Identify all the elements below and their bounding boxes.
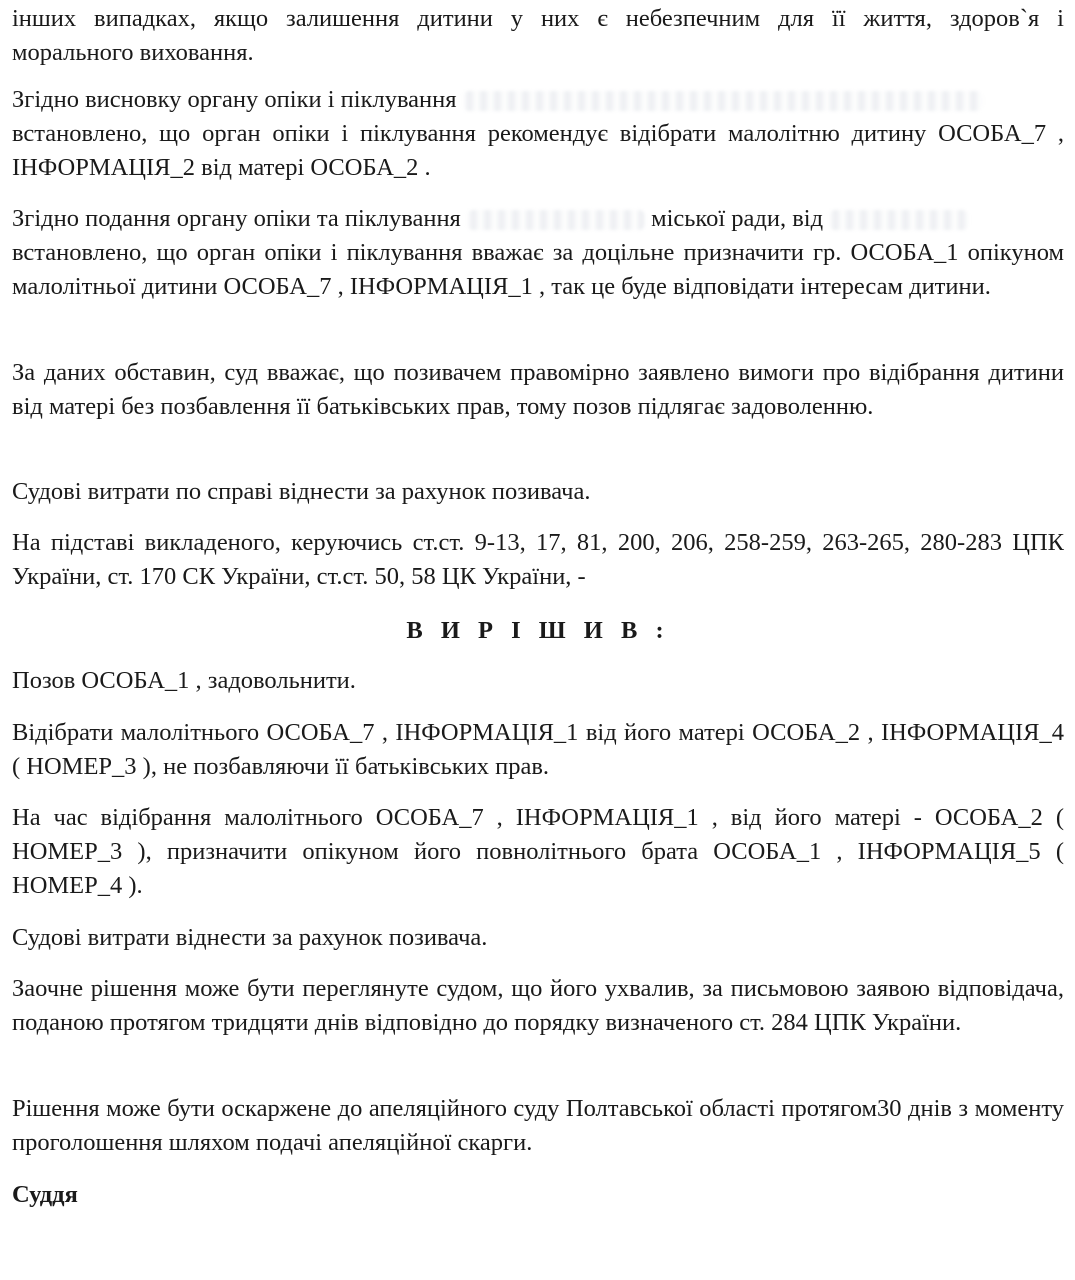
paragraph-continuation-line1: інших випадках, якщо залишення дитини у них є небезпечним для її життя, здоров`я і: [12, 5, 1064, 32]
conclusion-intro: Згідно висновку органу опіки і піклування: [12, 86, 457, 113]
redacted-area: [829, 210, 969, 230]
submission-council: міської ради, від: [651, 205, 824, 232]
paragraph-default-judgment-review: Заочне рішення може бути переглянуте судом, що його ухвалив, за письмовою заявою відповідача, поданою протягом тридцяти днів відповідно до порядку визначеного ст. 284 ЦПК України.: [12, 975, 1064, 1036]
redacted-area: [467, 210, 645, 230]
conclusion-body: встановлено, що орган опіки і піклування рекомендує відібрати малолітню дитину ОСОБА_7 , ІНФОРМАЦІЯ_2 від матері ОСОБА_2 .: [12, 120, 1064, 181]
paragraph-guardian-appointment: На час відібрання малолітнього ОСОБА_7 , ІНФОРМАЦІЯ_1 , від його матері - ОСОБА_2 ( НОМЕР_3 ), призначити опікуном його повнолітнього брата ОСОБА_1 , ІНФОРМАЦІЯ_5 ( НОМЕР_4 ).: [12, 804, 1064, 899]
decision-heading: В И Р І Ш И В :: [406, 617, 670, 644]
judge-signature-label: Суддя: [12, 1181, 78, 1208]
paragraph-guardianship-submission: [12, 202, 1064, 304]
paragraph-claim-granted: Позов ОСОБА_1 , задовольнити.: [12, 667, 356, 694]
paragraph-child-removal: Відібрати малолітнього ОСОБА_7 , ІНФОРМАЦІЯ_1 від його матері ОСОБА_2 , ІНФОРМАЦІЯ_4 ( НОМЕР_3 ), не позбавляючи її батьківських прав.: [12, 719, 1064, 780]
paragraph-continuation-line2: морального виховання.: [12, 39, 254, 66]
paragraph-appeal: Рішення може бути оскаржене до апеляційного суду Полтавської області протягом30 днів з моменту проголошення шляхом подачі апеляційної скарги.: [12, 1095, 1064, 1156]
paragraph-continuation: [12, 2, 1064, 70]
paragraph-court-findings: За даних обставин, суд вважає, що позивачем правомірно заявлено вимоги про відібрання дитини від матері без позбавлення її батьківських прав, тому позов підлягає задоволенню.: [12, 359, 1064, 420]
paragraph-legal-basis: На підставі викладеного, керуючись ст.ст. 9-13, 17, 81, 200, 206, 258-259, 263-265, 280-283 ЦПК України, ст. 170 СК України, ст.ст. 50, 58 ЦК України, -: [12, 529, 1064, 590]
paragraph-guardianship-conclusion: [12, 83, 1064, 185]
paragraph-costs: Судові витрати по справі віднести за рахунок позивача.: [12, 478, 591, 505]
paragraph-court-costs: Судові витрати віднести за рахунок позивача.: [12, 924, 488, 951]
submission-intro: Згідно подання органу опіки та піклування: [12, 205, 461, 232]
submission-body: встановлено, що орган опіки і піклування вважає за доцільне призначити гр. ОСОБА_1 опікуном малолітньої дитини ОСОБА_7 , ІНФОРМАЦІЯ_1 , так це буде відповідати інтересам дитини.: [12, 239, 1064, 300]
redacted-area: [463, 91, 983, 111]
